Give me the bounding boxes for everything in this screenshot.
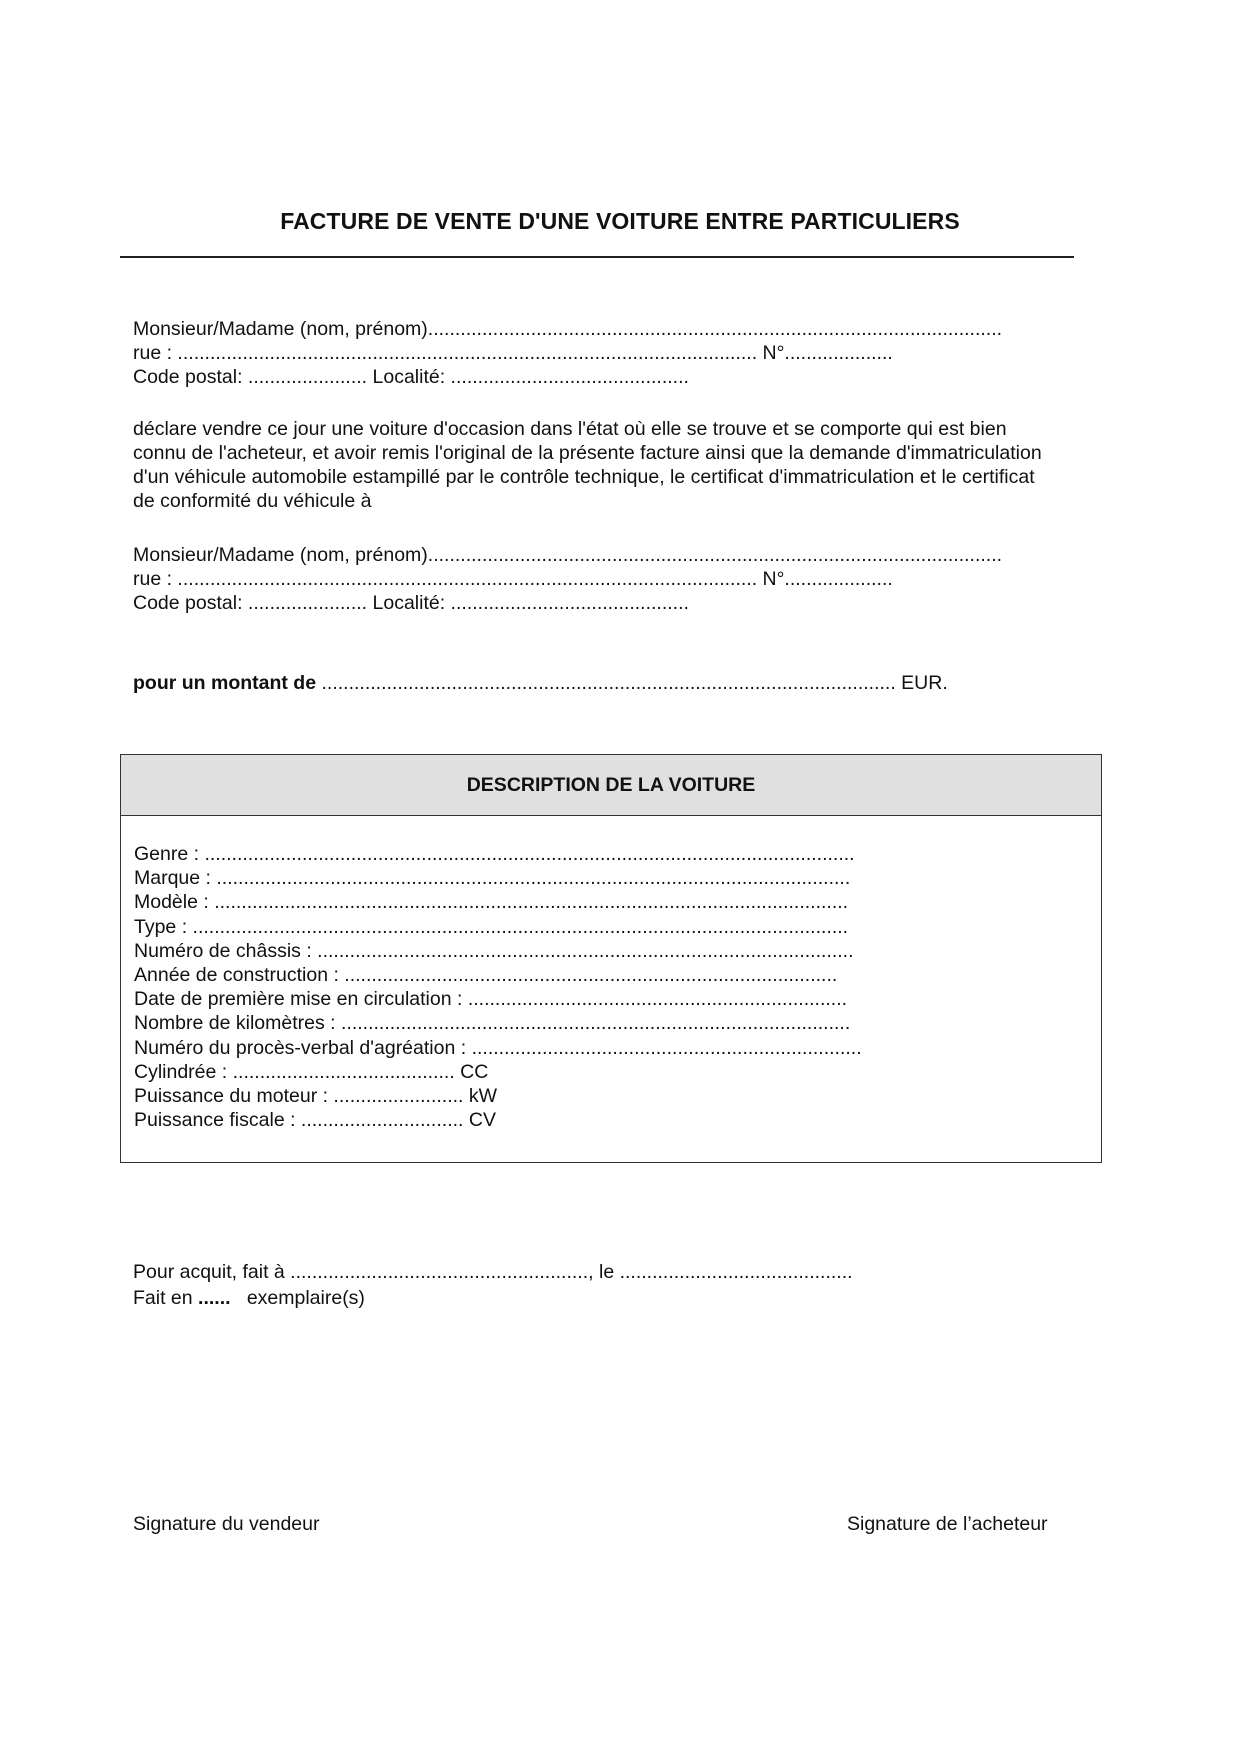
vehicle-field-puissance-fiscale[interactable]: Puissance fiscale : .............................. CV (134, 1109, 496, 1132)
vehicle-field-modele[interactable]: Modèle : ..................................................................................................................... (134, 891, 849, 914)
amount-label: pour un montant de (133, 672, 317, 694)
vehicle-field-genre[interactable]: Genre : ........................................................................................................................ (134, 843, 855, 865)
vehicle-description-header: DESCRIPTION DE LA VOITURE (121, 755, 1101, 816)
vehicle-field-puissance-moteur[interactable]: Puissance du moteur : ........................ kW (134, 1085, 498, 1108)
place-date-field[interactable]: Pour acquit, fait à ......................................................., le ........................................... (133, 1261, 853, 1283)
amount-dots[interactable]: .......................................................................................................... EUR. (316, 672, 948, 694)
seller-signature-label: Signature du vendeur (133, 1513, 320, 1535)
declaration-line: de conformité du véhicule à (133, 490, 372, 512)
buyer-signature-label: Signature de l’acheteur (847, 1513, 1048, 1535)
seller-name-field[interactable]: Monsieur/Madame (nom, prénom).......................................................................................................... (133, 318, 1003, 340)
vehicle-field-chassis[interactable]: Numéro de châssis : ................................................................................................... (134, 939, 854, 962)
title-divider (120, 256, 1074, 258)
copies-dots[interactable]: ...... (198, 1287, 231, 1309)
declaration-line: connu de l'acheteur, et avoir remis l'original de la présente facture ainsi que la demande d'immatriculation (133, 442, 1042, 464)
declaration-line: déclare vendre ce jour une voiture d'occasion dans l'état où elle se trouve et se comporte qui est bien (133, 418, 1007, 440)
declaration-paragraph (133, 417, 1133, 513)
copies-prefix: Fait en (133, 1287, 199, 1309)
vehicle-field-marque[interactable]: Marque : ..................................................................................................................... (134, 867, 851, 890)
vehicle-description-box (120, 754, 1102, 1163)
vehicle-field-annee[interactable]: Année de construction : ........................................................................................... (134, 964, 838, 987)
vehicle-description-fields (134, 842, 862, 1132)
buyer-street-field[interactable]: rue : ........................................................................................................... N°.................... (133, 568, 893, 590)
seller-postal-field[interactable]: Code postal: ...................... Localité: ............................................ (133, 366, 689, 388)
declaration-line: d'un véhicule automobile estampillé par le contrôle technique, le certificat d'immatriculation et le certificat (133, 466, 1035, 488)
amount-field[interactable] (133, 671, 948, 695)
vehicle-field-cylindree[interactable]: Cylindrée : ......................................... CC (134, 1060, 489, 1083)
copies-field (133, 1286, 365, 1310)
copies-suffix: exemplaire(s) (230, 1287, 365, 1309)
vehicle-field-type[interactable]: Type : ......................................................................................................................... (134, 915, 849, 938)
buyer-name-field[interactable]: Monsieur/Madame (nom, prénom).......................................................................................................... (133, 544, 1003, 566)
document-title: FACTURE DE VENTE D'UNE VOITURE ENTRE PARTICULIERS (280, 208, 960, 234)
vehicle-field-mise-en-circulation[interactable]: Date de première mise en circulation : ...................................................................... (134, 988, 848, 1011)
vehicle-field-proces-verbal[interactable]: Numéro du procès-verbal d'agréation : ........................................................................ (134, 1036, 862, 1059)
vehicle-field-kilometres[interactable]: Nombre de kilomètres : .............................................................................................. (134, 1012, 851, 1035)
buyer-postal-field[interactable]: Code postal: ...................... Localité: ............................................ (133, 592, 689, 614)
seller-street-field[interactable]: rue : ........................................................................................................... N°.................... (133, 342, 893, 364)
